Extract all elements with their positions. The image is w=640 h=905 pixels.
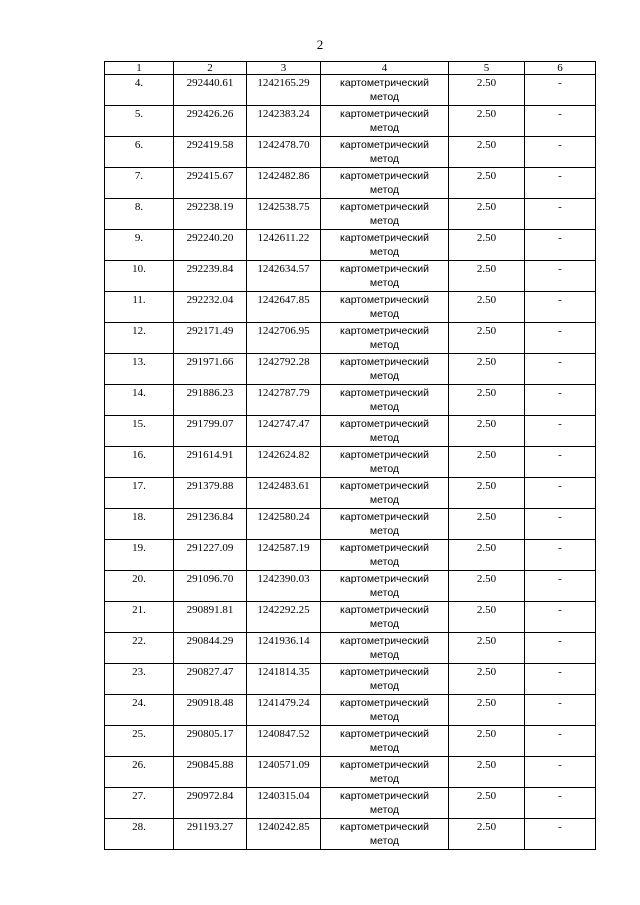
accuracy-value: 2.50 [449,726,525,757]
y-coordinate: 1242538.75 [247,199,321,230]
point-number: 8. [105,199,174,230]
method-line-1: картометрический [340,418,429,430]
point-number: 20. [105,571,174,602]
y-coordinate: 1242482.86 [247,168,321,199]
table-row [105,819,596,850]
method-line-1: картометрический [340,480,429,492]
y-coordinate: 1242478.70 [247,137,321,168]
method-line-1: картометрический [340,263,429,275]
method-line-1: картометрический [340,821,429,833]
x-coordinate: 292171.49 [174,323,247,354]
y-coordinate: 1242580.24 [247,509,321,540]
header-row [105,62,596,75]
table-row [105,261,596,292]
note-cell: - [525,602,596,633]
point-number: 16. [105,447,174,478]
point-number: 9. [105,230,174,261]
method-line-2: метод [369,742,400,754]
note-cell: - [525,726,596,757]
x-coordinate: 290972.84 [174,788,247,819]
table-row [105,354,596,385]
method-line-1: картометрический [340,387,429,399]
method-cell [321,757,449,788]
table-row [105,199,596,230]
y-coordinate: 1242165.29 [247,75,321,106]
method-cell [321,385,449,416]
y-coordinate: 1242706.95 [247,323,321,354]
note-cell: - [525,788,596,819]
method-cell [321,199,449,230]
header-col-2: 2 [174,62,247,75]
method-line-2: метод [369,153,400,165]
x-coordinate: 291379.88 [174,478,247,509]
y-coordinate: 1240571.09 [247,757,321,788]
header-col-6: 6 [525,62,596,75]
method-cell [321,478,449,509]
note-cell: - [525,106,596,137]
method-cell [321,168,449,199]
accuracy-value: 2.50 [449,540,525,571]
method-cell [321,695,449,726]
note-cell: - [525,478,596,509]
method-cell [321,788,449,819]
y-coordinate: 1242634.57 [247,261,321,292]
y-coordinate: 1241814.35 [247,664,321,695]
point-number: 6. [105,137,174,168]
accuracy-value: 2.50 [449,478,525,509]
method-line-1: картометрический [340,294,429,306]
accuracy-value: 2.50 [449,292,525,323]
method-line-1: картометрический [340,604,429,616]
table-row [105,540,596,571]
method-line-2: метод [369,618,400,630]
method-line-2: метод [369,370,400,382]
point-number: 18. [105,509,174,540]
method-line-2: метод [369,587,400,599]
point-number: 19. [105,540,174,571]
note-cell: - [525,230,596,261]
x-coordinate: 292419.58 [174,137,247,168]
note-cell: - [525,571,596,602]
x-coordinate: 292440.61 [174,75,247,106]
note-cell: - [525,664,596,695]
y-coordinate: 1242383.24 [247,106,321,137]
point-number: 4. [105,75,174,106]
x-coordinate: 292415.67 [174,168,247,199]
point-number: 25. [105,726,174,757]
x-coordinate: 290891.81 [174,602,247,633]
table-row [105,664,596,695]
method-line-1: картометрический [340,108,429,120]
point-number: 24. [105,695,174,726]
point-number: 10. [105,261,174,292]
x-coordinate: 291236.84 [174,509,247,540]
accuracy-value: 2.50 [449,571,525,602]
y-coordinate: 1242390.03 [247,571,321,602]
y-coordinate: 1240242.85 [247,819,321,850]
point-number: 5. [105,106,174,137]
method-line-2: метод [369,308,400,320]
x-coordinate: 291227.09 [174,540,247,571]
method-cell [321,75,449,106]
point-number: 14. [105,385,174,416]
method-line-1: картометрический [340,790,429,802]
table-body [105,75,596,850]
table-row [105,230,596,261]
method-cell [321,261,449,292]
method-line-1: картометрический [340,542,429,554]
accuracy-value: 2.50 [449,757,525,788]
note-cell: - [525,540,596,571]
method-cell [321,540,449,571]
note-cell: - [525,757,596,788]
note-cell: - [525,416,596,447]
note-cell: - [525,447,596,478]
accuracy-value: 2.50 [449,106,525,137]
table-row [105,323,596,354]
note-cell: - [525,385,596,416]
accuracy-value: 2.50 [449,75,525,106]
point-number: 27. [105,788,174,819]
method-line-2: метод [369,246,400,258]
method-cell [321,230,449,261]
method-line-2: метод [369,184,400,196]
x-coordinate: 291799.07 [174,416,247,447]
note-cell: - [525,354,596,385]
point-number: 22. [105,633,174,664]
method-cell [321,137,449,168]
method-cell [321,292,449,323]
coordinates-table [104,61,596,850]
method-line-2: метод [369,556,400,568]
note-cell: - [525,323,596,354]
table-row [105,726,596,757]
method-line-2: метод [369,804,400,816]
y-coordinate: 1241936.14 [247,633,321,664]
method-line-2: метод [369,277,400,289]
note-cell: - [525,168,596,199]
table-row [105,757,596,788]
header-col-3: 3 [247,62,321,75]
point-number: 11. [105,292,174,323]
method-line-2: метод [369,401,400,413]
accuracy-value: 2.50 [449,509,525,540]
y-coordinate: 1242787.79 [247,385,321,416]
accuracy-value: 2.50 [449,168,525,199]
method-cell [321,447,449,478]
table-row [105,788,596,819]
note-cell: - [525,695,596,726]
method-line-1: картометрический [340,573,429,585]
method-cell [321,633,449,664]
accuracy-value: 2.50 [449,416,525,447]
method-line-2: метод [369,525,400,537]
x-coordinate: 292426.26 [174,106,247,137]
table-row [105,478,596,509]
y-coordinate: 1242587.19 [247,540,321,571]
x-coordinate: 290805.17 [174,726,247,757]
y-coordinate: 1242792.28 [247,354,321,385]
table-row [105,509,596,540]
note-cell: - [525,819,596,850]
page-number: 2 [316,37,324,52]
x-coordinate: 290827.47 [174,664,247,695]
method-line-2: метод [369,711,400,723]
accuracy-value: 2.50 [449,137,525,168]
table-row [105,292,596,323]
point-number: 7. [105,168,174,199]
x-coordinate: 291971.66 [174,354,247,385]
method-cell [321,819,449,850]
method-line-1: картометрический [340,232,429,244]
accuracy-value: 2.50 [449,602,525,633]
note-cell: - [525,75,596,106]
method-line-2: метод [369,494,400,506]
x-coordinate: 292239.84 [174,261,247,292]
accuracy-value: 2.50 [449,447,525,478]
method-cell [321,106,449,137]
y-coordinate: 1242292.25 [247,602,321,633]
accuracy-value: 2.50 [449,261,525,292]
header-col-1: 1 [105,62,174,75]
accuracy-value: 2.50 [449,664,525,695]
point-number: 12. [105,323,174,354]
y-coordinate: 1240847.52 [247,726,321,757]
table-row [105,416,596,447]
method-line-1: картометрический [340,666,429,678]
accuracy-value: 2.50 [449,695,525,726]
method-line-1: картометрический [340,201,429,213]
accuracy-value: 2.50 [449,819,525,850]
header-col-4: 4 [321,62,449,75]
y-coordinate: 1242647.85 [247,292,321,323]
note-cell: - [525,199,596,230]
x-coordinate: 291886.23 [174,385,247,416]
x-coordinate: 291096.70 [174,571,247,602]
method-line-2: метод [369,649,400,661]
method-line-2: метод [369,91,400,103]
method-line-2: метод [369,432,400,444]
table-row [105,75,596,106]
table-row [105,571,596,602]
accuracy-value: 2.50 [449,354,525,385]
y-coordinate: 1242624.82 [247,447,321,478]
table-row [105,385,596,416]
method-line-2: метод [369,773,400,785]
point-number: 13. [105,354,174,385]
x-coordinate: 291614.91 [174,447,247,478]
method-cell [321,354,449,385]
method-line-1: картометрический [340,759,429,771]
note-cell: - [525,261,596,292]
x-coordinate: 290844.29 [174,633,247,664]
note-cell: - [525,633,596,664]
table-row [105,447,596,478]
table-row [105,106,596,137]
accuracy-value: 2.50 [449,323,525,354]
x-coordinate: 291193.27 [174,819,247,850]
accuracy-value: 2.50 [449,199,525,230]
method-line-2: метод [369,463,400,475]
point-number: 15. [105,416,174,447]
method-line-2: метод [369,835,400,847]
method-cell [321,602,449,633]
method-cell [321,416,449,447]
method-line-2: метод [369,339,400,351]
header-col-5: 5 [449,62,525,75]
y-coordinate: 1241479.24 [247,695,321,726]
point-number: 21. [105,602,174,633]
x-coordinate: 292240.20 [174,230,247,261]
table-row [105,695,596,726]
method-line-1: картометрический [340,325,429,337]
method-line-1: картометрический [340,77,429,89]
note-cell: - [525,509,596,540]
method-cell [321,726,449,757]
accuracy-value: 2.50 [449,633,525,664]
x-coordinate: 290845.88 [174,757,247,788]
y-coordinate: 1242611.22 [247,230,321,261]
point-number: 23. [105,664,174,695]
table-row [105,602,596,633]
method-line-1: картометрический [340,139,429,151]
x-coordinate: 290918.48 [174,695,247,726]
x-coordinate: 292238.19 [174,199,247,230]
accuracy-value: 2.50 [449,385,525,416]
method-line-2: метод [369,680,400,692]
method-line-1: картометрический [340,728,429,740]
note-cell: - [525,137,596,168]
y-coordinate: 1240315.04 [247,788,321,819]
note-cell: - [525,292,596,323]
method-line-1: картометрический [340,449,429,461]
x-coordinate: 292232.04 [174,292,247,323]
table-row [105,137,596,168]
point-number: 17. [105,478,174,509]
method-line-1: картометрический [340,170,429,182]
table-row [105,633,596,664]
accuracy-value: 2.50 [449,788,525,819]
accuracy-value: 2.50 [449,230,525,261]
method-line-1: картометрический [340,356,429,368]
method-line-1: картометрический [340,511,429,523]
method-line-2: метод [369,122,400,134]
method-cell [321,664,449,695]
table-row [105,168,596,199]
y-coordinate: 1242747.47 [247,416,321,447]
y-coordinate: 1242483.61 [247,478,321,509]
method-line-1: картометрический [340,635,429,647]
point-number: 26. [105,757,174,788]
method-line-2: метод [369,215,400,227]
method-line-1: картометрический [340,697,429,709]
method-cell [321,509,449,540]
method-cell [321,571,449,602]
point-number: 28. [105,819,174,850]
method-cell [321,323,449,354]
